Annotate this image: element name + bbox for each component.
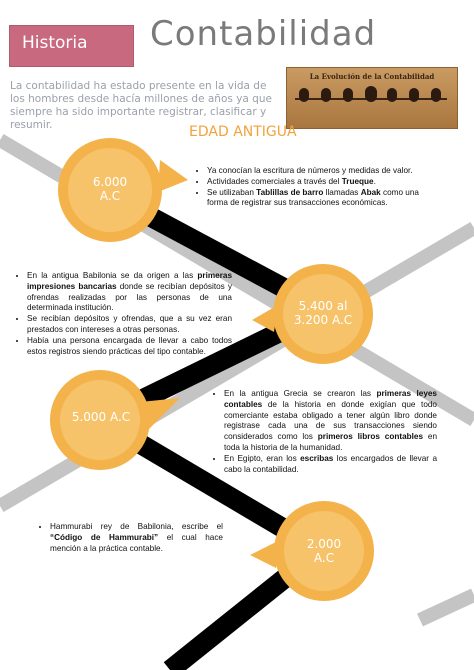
- circle-label: 6.000 A.C: [92, 175, 128, 203]
- section-title: EDAD ANTIGUA: [189, 124, 297, 140]
- circle-label: 5.400 al 3.200 A.C: [293, 299, 353, 327]
- list-item: • En Egipto, eran los escribas los encargados de llevar a cabo la contabilidad.: [224, 454, 437, 476]
- gray-line: [420, 595, 474, 620]
- list-item: • En la antigua Babilonia se da origen a las primeras impresiones bancarias donde se recibían depósitos y ofrendas realizadas por las personas de una determinada institución.: [27, 271, 232, 314]
- bullet-list: [16, 271, 232, 357]
- circle-label: 5.000 A.C: [71, 410, 131, 424]
- timeline-caption: La Evolución de la Contabilidad: [309, 72, 435, 81]
- text-block-6000: [196, 166, 428, 209]
- list-item: • En la antigua Grecia se crearon las primeras leyes contables de la historia en donde exigían que todo comerciante estaba obligado a tener algún libro donde registrase cada una de sus transacciones siendo considerados como los primeros libros contables en toda la historia de la humanidad.: [224, 389, 437, 454]
- circle-label: 2.000 A.C: [306, 537, 342, 565]
- list-item: • Se utilizaban Tablillas de barro llamadas Abak como una forma de registrar sus transacciones económicas.: [207, 188, 428, 210]
- text-block-2000: [39, 522, 223, 554]
- text-block-5000: [213, 389, 437, 475]
- intro-text: La contabilidad ha estado presente en la vida de los hombres desde hacía millones de años ya que siempre ha sido importante registrar, clasificar y resumir.: [10, 80, 272, 131]
- list-item: • Se recibían depósitos y ofrendas, que a su vez eran prestados con intereses a otras personas.: [27, 314, 232, 336]
- list-item: • Actividades comerciales a través del Trueque.: [207, 177, 428, 188]
- list-item: • Hammurabi rey de Babilonia, escribe el “Código de Hammurabi” el cual hace mención a la práctica contable.: [50, 522, 223, 554]
- list-item: • Ya conocían la escritura de números y medidas de valor.: [207, 166, 428, 177]
- category-label: Historia: [22, 33, 88, 53]
- bullet-list: [196, 166, 428, 209]
- text-block-5400: [16, 271, 232, 357]
- bullet-list: [39, 522, 223, 554]
- page-title: Contabilidad: [150, 14, 377, 54]
- bullet-list: [213, 389, 437, 475]
- list-item: • Había una persona encargada de llevar a cabo todos estos registros siendo prácticas del tipo contable.: [27, 336, 232, 358]
